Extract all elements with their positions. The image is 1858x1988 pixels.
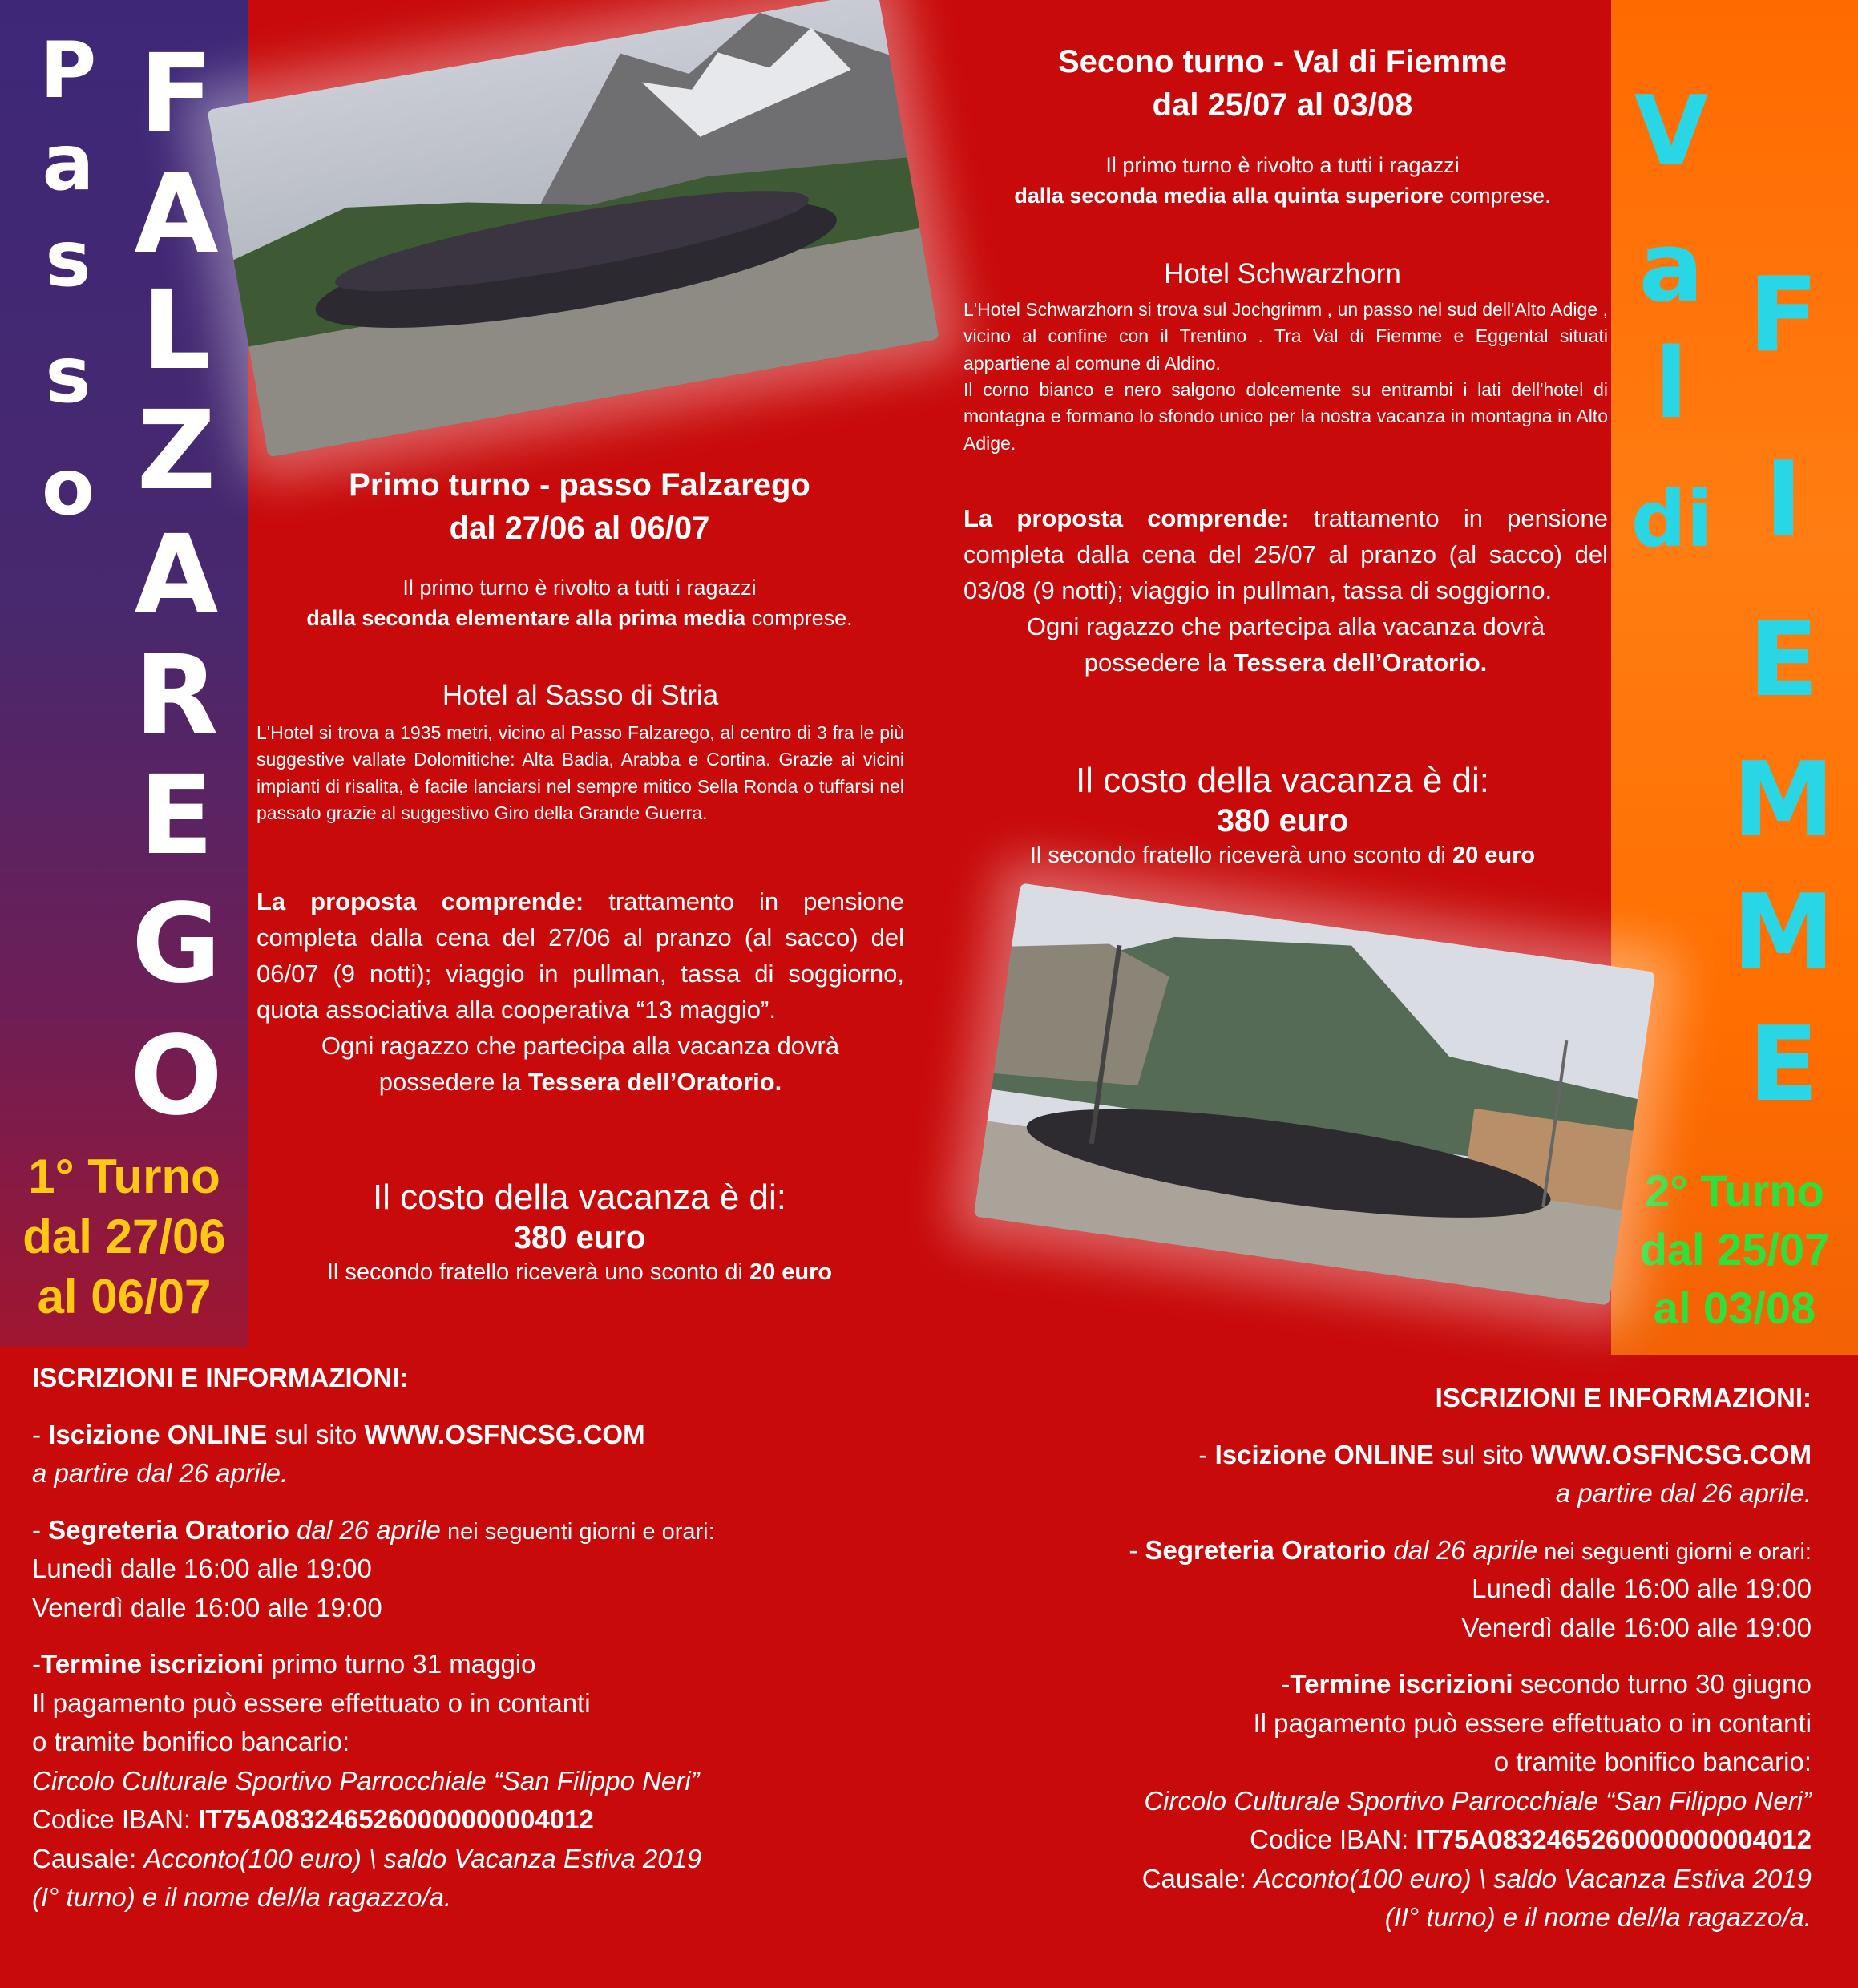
primo-sconto [255, 1256, 904, 1289]
falzarego-letter: Z [136, 388, 216, 515]
passo-letter: P [39, 26, 97, 115]
causale-label: Causale: [32, 1843, 144, 1873]
iban-line [32, 1800, 898, 1840]
primo-proposta-label: La proposta comprende: [256, 887, 584, 915]
website-link[interactable]: WWW.OSFNCSG.COM [1530, 1439, 1812, 1469]
fiemme-letter: I [1764, 440, 1803, 560]
fiemme-letter: E [1748, 1005, 1819, 1125]
termine-label: Termine iscrizioni [1290, 1669, 1513, 1699]
turno-1-label: 1° Turno [28, 1150, 220, 1203]
secondo-intro [958, 151, 1607, 212]
orari-lunedi: Lunedì dalle 16:00 alle 19:00 [1472, 1574, 1812, 1603]
secondo-proposta [963, 501, 1608, 681]
primo-tessera-bold: Tessera dell’Oratorio. [527, 1067, 782, 1096]
info-left-heading: ISCRIZIONI E INFORMAZIONI: [32, 1363, 409, 1392]
causale-text-2: (I° turno) e il nome del/la ragazzo/a. [32, 1882, 452, 1912]
secondo-intro-line: Il primo turno è rivolto a tutti i ragazzi [1105, 153, 1460, 177]
pagamento-2: o tramite bonifico bancario: [1493, 1747, 1812, 1776]
primo-hotel-name: Hotel al Sasso di Stria [442, 680, 719, 711]
val-letter: a [1638, 212, 1704, 324]
orari-lunedi: Lunedì dalle 16:00 alle 19:00 [32, 1554, 372, 1583]
falzarego-letter: L [141, 268, 212, 394]
secondo-hotel-desc-2: Il corno bianco e nero salgono dolcemente su entrambi i lati dell'hotel di montagna e formano lo sfondo unico per la nostra vacanza in montagna in Alto Adige. [963, 379, 1608, 454]
turno-1-dates [0, 1146, 248, 1327]
falzarego-letter: A [134, 152, 219, 278]
falzarego-letter: O [130, 1013, 223, 1140]
passo-letter: o [42, 442, 95, 532]
iban-code: IT75A0832465260000000004012 [1416, 1824, 1812, 1854]
info-left [32, 1359, 898, 1917]
fiemme-letter: M [1732, 873, 1835, 992]
mountain-photo-icon [207, 0, 939, 457]
info-left-online [32, 1416, 898, 1455]
di-word: di [1631, 475, 1713, 564]
primo-hotel [256, 680, 904, 712]
secondo-proposta-label: La proposta comprende: [963, 504, 1290, 532]
primo-cost [255, 1174, 904, 1289]
falzarego-letter: A [134, 512, 219, 639]
secondo-proposta-text [963, 501, 1608, 609]
pagamento-1: Il pagamento può essere effettuato o in contanti [1253, 1707, 1812, 1738]
info-right [946, 1379, 1812, 1937]
segreteria-rest: nei seguenti giorni e orari: [440, 1518, 715, 1545]
secondo-sconto-text: Il secondo fratello riceverà uno sconto di [1029, 842, 1452, 869]
segreteria-label: Segreteria Oratorio [48, 1514, 289, 1545]
primo-tessera-1: Ogni ragazzo che partecipa alla vacanza dovrà [321, 1031, 840, 1060]
primo-dates: dal 27/06 al 06/07 [449, 511, 710, 546]
online-mid: sul sito [267, 1419, 365, 1449]
falzarego-letter: E [139, 753, 214, 879]
iban-label: Codice IBAN: [32, 1804, 199, 1834]
dash: - [32, 1649, 41, 1679]
turno-2-dates [1611, 1162, 1858, 1337]
online-label: Iscizione ONLINE [1214, 1439, 1434, 1469]
online-mid: sul sito [1433, 1439, 1531, 1469]
fiemme-letter: F [1748, 256, 1819, 375]
secondo-tessera-bold: Tessera dell’Oratorio. [1233, 648, 1488, 677]
falzarego-letter: R [134, 632, 219, 759]
info-right-termine [946, 1665, 1812, 1704]
orari-venerdi: Venerdì dalle 16:00 alle 19:00 [1461, 1612, 1812, 1643]
fiemme-letter: E [1748, 600, 1819, 720]
primo-sconto-amount: 20 euro [749, 1259, 833, 1286]
secondo-hotel-desc-box [963, 297, 1608, 457]
pagamento-2: o tramite bonifico bancario: [32, 1727, 350, 1756]
secondo-intro-line-2 [958, 181, 1607, 212]
secondo-tessera-1: Ogni ragazzo che partecipa alla vacanza dovrà [1026, 612, 1545, 640]
secondo-sconto [958, 839, 1607, 872]
causale-text-2: (II° turno) e il nome del/la ragazzo/a. [1384, 1902, 1812, 1932]
primo-price: 380 euro [513, 1220, 646, 1256]
fiemme-letter: M [1732, 741, 1835, 860]
primo-proposta-text [256, 884, 904, 1028]
info-left-segreteria [32, 1511, 898, 1550]
termine-date: primo turno 31 maggio [264, 1649, 536, 1679]
secondo-hotel-name: Hotel Schwarzhorn [1164, 258, 1401, 289]
secondo-tessera-pre: possedere la [1084, 648, 1234, 677]
primo-intro [255, 573, 904, 634]
secondo-proposta-body: trattamento in pensione completa dalla cena del 25/07 al pranzo (al sacco) del 03/08 (9 notti); viaggio in pullman, tassa di soggiorno. [963, 504, 1608, 604]
iban-label: Codice IBAN: [1250, 1824, 1416, 1854]
dash: - [32, 1514, 49, 1545]
causale-text: Acconto(100 euro) \ saldo Vacanza Estiva 2019 [1254, 1863, 1812, 1893]
secondo-title: Secono turno - Val di Fiemme [1057, 44, 1508, 79]
circolo-name: Circolo Culturale Sportivo Parrocchiale “San Filippo Neri” [32, 1765, 700, 1796]
primo-sconto-text: Il secondo fratello riceverà uno sconto di [326, 1259, 749, 1286]
segreteria-label: Segreteria Oratorio [1145, 1534, 1387, 1565]
online-from: a partire dal 26 aprile. [32, 1458, 289, 1488]
primo-tessera-2 [256, 1065, 904, 1101]
secondo-tessera-2 [963, 645, 1608, 681]
circolo-name: Circolo Culturale Sportivo Parrocchiale “San Filippo Neri” [1144, 1785, 1812, 1816]
dash: - [1281, 1669, 1291, 1699]
pagamento-1: Il pagamento può essere effettuato o in contanti [32, 1687, 591, 1718]
primo-intro-line: Il primo turno è rivolto a tutti i ragazzi [402, 576, 757, 600]
secondo-cost [958, 758, 1607, 872]
secondo-intro-rest: comprese. [1444, 183, 1551, 208]
primo-intro-line-2 [255, 604, 904, 634]
dash: - [32, 1419, 49, 1449]
causale-text: Acconto(100 euro) \ saldo Vacanza Estiva 2019 [143, 1843, 702, 1873]
online-from: a partire dal 26 aprile. [1555, 1478, 1812, 1508]
termine-label: Termine iscrizioni [41, 1649, 265, 1679]
iban-line [946, 1820, 1812, 1860]
turno-1-to: al 06/07 [37, 1270, 212, 1323]
primo-target: dalla seconda elementare alla prima media [306, 605, 746, 630]
secondo-hotel [958, 258, 1607, 290]
turno-2-from: dal 25/07 [1639, 1223, 1830, 1275]
turno-2-label: 2° Turno [1645, 1166, 1824, 1216]
dash: - [1129, 1534, 1145, 1565]
info-right-segreteria [946, 1531, 1812, 1570]
segreteria-from: dal 26 aprile [289, 1514, 441, 1545]
falzarego-letter: F [139, 31, 214, 158]
causale-label: Causale: [1141, 1863, 1254, 1893]
group-photo-falzarego [207, 0, 939, 457]
secondo-cost-label: Il costo della vacanza è di: [1075, 761, 1490, 800]
turno-1-from: dal 27/06 [22, 1210, 226, 1263]
causale-line [32, 1840, 898, 1879]
passo-letter: s [45, 214, 91, 304]
iban-code: IT75A0832465260000000004012 [198, 1804, 594, 1834]
group-photo-fiemme [974, 883, 1656, 1305]
primo-turno-section [255, 463, 904, 550]
secondo-price: 380 euro [1216, 803, 1349, 839]
primo-intro-rest: comprese. [745, 605, 853, 630]
causale-line [946, 1860, 1812, 1899]
primo-hotel-desc-box [256, 720, 904, 826]
secondo-turno-section [958, 40, 1607, 127]
primo-proposta [256, 884, 904, 1101]
primo-proposta-body: trattamento in pensione completa dalla cena del 27/06 al pranzo (al sacco) del 06/07 (9 notti); viaggio in pullman, tassa di soggiorno, quota associativa alla cooperativa “13 maggio”. [256, 887, 904, 1024]
dash: - [1198, 1439, 1215, 1469]
passo-letter: s [45, 330, 91, 420]
primo-hotel-desc: L'Hotel si trova a 1935 metri, vicino al Passo Falzarego, al centro di 3 fra le più suggestive vallate Dolomitiche: Alta Badia, Arabba e Cortina. Grazie ai vicini impianti di risalita, è facile lanciarsi nel sempre mitico Sella Ronda o tuffarsi nel passato grazie al suggestivo Giro della Grande Guerra. [256, 722, 904, 824]
falzarego-letter: G [131, 881, 221, 1008]
secondo-hotel-desc-1: L'Hotel Schwarzhorn si trova sul Jochgrimm , un passo nel sud dell'Alto Adige , vicino al confine con il Trentino . Tra Val di Fiemme e Eggental situati appartiene al comune di Aldino. [963, 299, 1608, 374]
secondo-target: dalla seconda media alla quinta superiore [1014, 183, 1444, 208]
website-link[interactable]: WWW.OSFNCSG.COM [364, 1419, 645, 1449]
passo-letter: a [42, 118, 95, 208]
primo-cost-label: Il costo della vacanza è di: [372, 1178, 787, 1217]
secondo-sconto-amount: 20 euro [1452, 842, 1536, 869]
val-letter: l [1654, 329, 1688, 440]
town-photo-icon [974, 883, 1656, 1305]
info-right-online [946, 1436, 1812, 1475]
orari-venerdi: Venerdì dalle 16:00 alle 19:00 [32, 1592, 382, 1622]
turno-2-to: al 03/08 [1653, 1282, 1816, 1333]
primo-title: Primo turno - passo Falzarego [349, 467, 810, 503]
termine-date: secondo turno 30 giugno [1513, 1669, 1812, 1699]
segreteria-from: dal 26 aprile [1386, 1534, 1538, 1565]
info-left-termine [32, 1645, 898, 1684]
primo-tessera-pre: possedere la [378, 1067, 528, 1096]
val-letter: V [1634, 76, 1709, 188]
secondo-dates: dal 25/07 al 03/08 [1152, 87, 1413, 123]
info-right-heading: ISCRIZIONI E INFORMAZIONI: [1435, 1383, 1812, 1412]
online-label: Iscizione ONLINE [48, 1419, 268, 1449]
segreteria-rest: nei seguenti giorni e orari: [1537, 1538, 1812, 1565]
